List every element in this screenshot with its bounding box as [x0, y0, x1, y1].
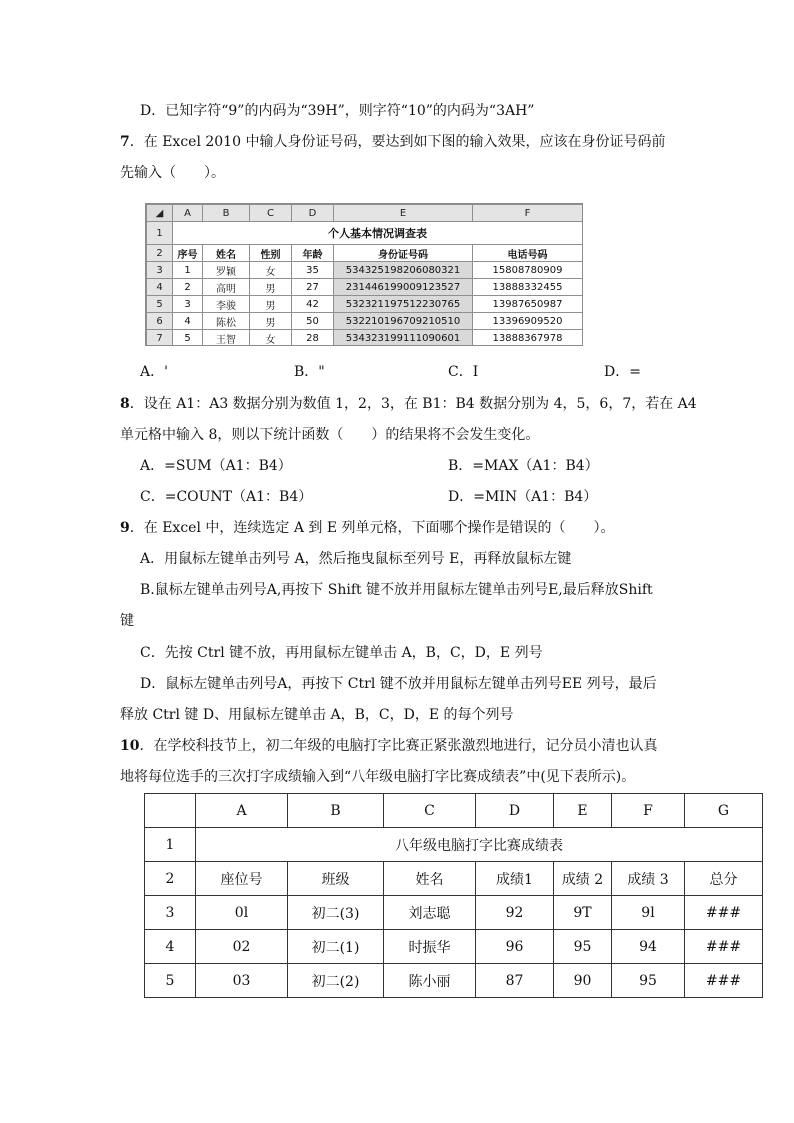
excel-select-all-corner: ◢: [147, 205, 173, 222]
excel-row-number: 1: [147, 222, 173, 245]
score-row-number: 3: [145, 896, 196, 930]
excel-col-header: E: [334, 205, 473, 222]
q8-option-d: D．=MIN（A1：B4）: [448, 489, 598, 505]
excel-id-cell: 534325198206080321: [334, 262, 473, 279]
score-cell: 初二(2): [288, 964, 384, 998]
score-data-row: [145, 896, 763, 930]
excel-col-header: A: [173, 205, 203, 222]
excel-cell: 15808780909: [473, 262, 583, 279]
excel-data-row: [147, 330, 583, 347]
excel-row-number: 5: [147, 296, 173, 313]
score-row-number: 5: [145, 964, 196, 998]
excel-grid: [146, 204, 583, 346]
score-header-row: [145, 862, 763, 896]
excel-cell: 李骏: [203, 296, 250, 313]
excel-cell: 13888332455: [473, 279, 583, 296]
score-cell: 0l: [196, 896, 288, 930]
score-cell: ###: [685, 896, 763, 930]
q7-stem-text: ．在 Excel 2010 中输人身份证号码，要达到如下图的输入效果，应该在身份证号码前: [129, 134, 666, 150]
excel-header-cell: 电话号码: [473, 245, 583, 262]
q9-option-b-line1: B.鼠标左键单击列号A,再按下 Shift 键不放并用鼠标左键单击列号E,最后释放Shift: [140, 582, 653, 598]
excel-data-row: [147, 279, 583, 296]
score-col-header: C: [384, 794, 476, 828]
score-cell: 初二(3): [288, 896, 384, 930]
excel-cell: 13888367978: [473, 330, 583, 347]
excel-row-number: 2: [147, 245, 173, 262]
q8-stem-line2: 单元格中输入 8，则以下统计函数（ ）的结果将不会发生变化。: [120, 427, 540, 443]
excel-title-row: [147, 222, 583, 245]
excel-title: 个人基本情况调查表: [173, 222, 583, 245]
excel-screenshot: [145, 203, 583, 346]
q8-option-c: C．=COUNT（A1：B4）: [140, 489, 313, 505]
score-col-header: B: [288, 794, 384, 828]
q9-option-a: A．用鼠标左键单击列号 A，然后拖曳鼠标至列号 E，再释放鼠标左键: [140, 551, 572, 567]
score-cell: ###: [685, 964, 763, 998]
score-cell: 9T: [554, 896, 612, 930]
score-cell: ###: [685, 930, 763, 964]
excel-cell: 女: [250, 262, 292, 279]
score-cell: 90: [554, 964, 612, 998]
excel-col-header: F: [473, 205, 583, 222]
score-col-header: G: [685, 794, 763, 828]
score-cell: 初二(1): [288, 930, 384, 964]
score-col-header: F: [612, 794, 685, 828]
q7-option-a: A．': [140, 364, 168, 380]
q8-stem-line1: [120, 394, 697, 414]
score-cell: 9l: [612, 896, 685, 930]
score-header-cell: 班级: [288, 862, 384, 896]
excel-cell: 3: [173, 296, 203, 313]
q7-stem-line1: [120, 132, 665, 152]
excel-col-header: D: [292, 205, 334, 222]
score-cell: 刘志聪: [384, 896, 476, 930]
score-header-cell: 成绩 3: [612, 862, 685, 896]
excel-cell: 2: [173, 279, 203, 296]
excel-cell: 女: [250, 330, 292, 347]
excel-id-cell: 532210196709210510: [334, 313, 473, 330]
q10-stem-line1: [120, 736, 657, 756]
score-table-title: 八年级电脑打字比赛成绩表: [196, 828, 763, 862]
score-row-number: 4: [145, 930, 196, 964]
excel-cell: 男: [250, 296, 292, 313]
excel-id-cell: 534323199111090601: [334, 330, 473, 347]
score-cell: 92: [476, 896, 554, 930]
score-row-number: 2: [145, 862, 196, 896]
excel-header-cell: 性别: [250, 245, 292, 262]
excel-id-cell: 231446199009123527: [334, 279, 473, 296]
score-cell: 02: [196, 930, 288, 964]
score-header-cell: 成绩1: [476, 862, 554, 896]
score-cell: 陈小丽: [384, 964, 476, 998]
excel-header-row: [147, 245, 583, 262]
excel-row-number: 6: [147, 313, 173, 330]
q10-stem-line2: 地将每位选手的三次打字成绩输入到“八年级电脑打字比赛成绩表”中(见下表所示)。: [120, 769, 636, 785]
excel-data-row: [147, 296, 583, 313]
score-col-header: E: [554, 794, 612, 828]
q10-stem-text: ．在学校科技节上，初二年级的电脑打字比赛正紧张激烈地进行，记分员小清也认真: [139, 738, 658, 754]
excel-cell: 50: [292, 313, 334, 330]
score-cell: 95: [612, 964, 685, 998]
score-title-row: [145, 828, 763, 862]
excel-row-number: 7: [147, 330, 173, 347]
excel-cell: 42: [292, 296, 334, 313]
excel-data-row: [147, 313, 583, 330]
q7-option-c: C．I: [448, 364, 479, 380]
excel-cell: 4: [173, 313, 203, 330]
excel-cell: 5: [173, 330, 203, 347]
score-header-cell: 姓名: [384, 862, 476, 896]
excel-id-cell: 532321197512230765: [334, 296, 473, 313]
q7-option-b: B．": [294, 364, 325, 380]
q9-option-d-line1: D．鼠标左键单击列号A，再按下 Ctrl 键不放并用鼠标左键单击列号EE 列号，最后: [140, 676, 657, 692]
score-header-cell: 成绩 2: [554, 862, 612, 896]
excel-cell: 高明: [203, 279, 250, 296]
score-cell: 时振华: [384, 930, 476, 964]
q9-option-b-line2: 键: [120, 613, 134, 629]
excel-row-number: 4: [147, 279, 173, 296]
score-cell: 03: [196, 964, 288, 998]
q9-stem-text: ．在 Excel 中，连续选定 A 到 E 列单元格，下面哪个操作是错误的（ ）。: [129, 520, 615, 536]
excel-header-cell: 身份证号码: [334, 245, 473, 262]
excel-cell: 13987650987: [473, 296, 583, 313]
q7-option-d: D．=: [604, 364, 641, 380]
excel-cell: 28: [292, 330, 334, 347]
excel-cell: 13396909520: [473, 313, 583, 330]
q9-number: 9: [120, 520, 130, 536]
score-data-row: [145, 964, 763, 998]
excel-row-number: 3: [147, 262, 173, 279]
q6-option-d: D．已知字符“9”的内码为“39H”，则字符“10”的内码为“3AH”: [140, 103, 535, 119]
score-col-header: D: [476, 794, 554, 828]
excel-column-header-row: [147, 205, 583, 222]
excel-data-row: [147, 262, 583, 279]
score-table: [144, 793, 763, 998]
score-cell: 96: [476, 930, 554, 964]
excel-header-cell: 姓名: [203, 245, 250, 262]
q8-option-b: B．=MAX（A1：B4）: [448, 458, 599, 474]
excel-cell: 王智: [203, 330, 250, 347]
q8-number: 8: [120, 396, 130, 412]
score-column-header-row: [145, 794, 763, 828]
score-header-cell: 座位号: [196, 862, 288, 896]
q9-option-d-line2: 释放 Ctrl 键 D、用鼠标左键单击 A，B，C，D，E 的每个列号: [120, 707, 514, 723]
excel-col-header: B: [203, 205, 250, 222]
score-col-header: A: [196, 794, 288, 828]
excel-cell: 35: [292, 262, 334, 279]
score-row-number: 1: [145, 828, 196, 862]
excel-cell: 男: [250, 279, 292, 296]
score-cell: 95: [554, 930, 612, 964]
excel-cell: 1: [173, 262, 203, 279]
q7-stem-line2: 先输入（ ）。: [120, 165, 225, 181]
excel-header-cell: 年龄: [292, 245, 334, 262]
excel-cell: 陈松: [203, 313, 250, 330]
q8-stem-text: ．设在 A1：A3 数据分别为数值 1，2，3，在 B1：B4 数据分别为 4，5，6，7，若在 A4: [129, 396, 697, 412]
q10-number: 10: [120, 738, 140, 754]
excel-col-header: C: [250, 205, 292, 222]
excel-cell: 罗颖: [203, 262, 250, 279]
score-header-cell: 总分: [685, 862, 763, 896]
score-data-row: [145, 930, 763, 964]
score-corner-cell: [145, 794, 196, 828]
score-cell: 94: [612, 930, 685, 964]
q9-stem: [120, 518, 615, 538]
score-cell: 87: [476, 964, 554, 998]
q7-number: 7: [120, 134, 130, 150]
excel-header-cell: 序号: [173, 245, 203, 262]
excel-cell: 27: [292, 279, 334, 296]
q8-option-a: A．=SUM（A1：B4）: [140, 458, 292, 474]
excel-cell: 男: [250, 313, 292, 330]
q9-option-c: C．先按 Ctrl 键不放，再用鼠标左键单击 A，B，C，D，E 列号: [140, 645, 543, 661]
q7-options: [140, 362, 700, 382]
